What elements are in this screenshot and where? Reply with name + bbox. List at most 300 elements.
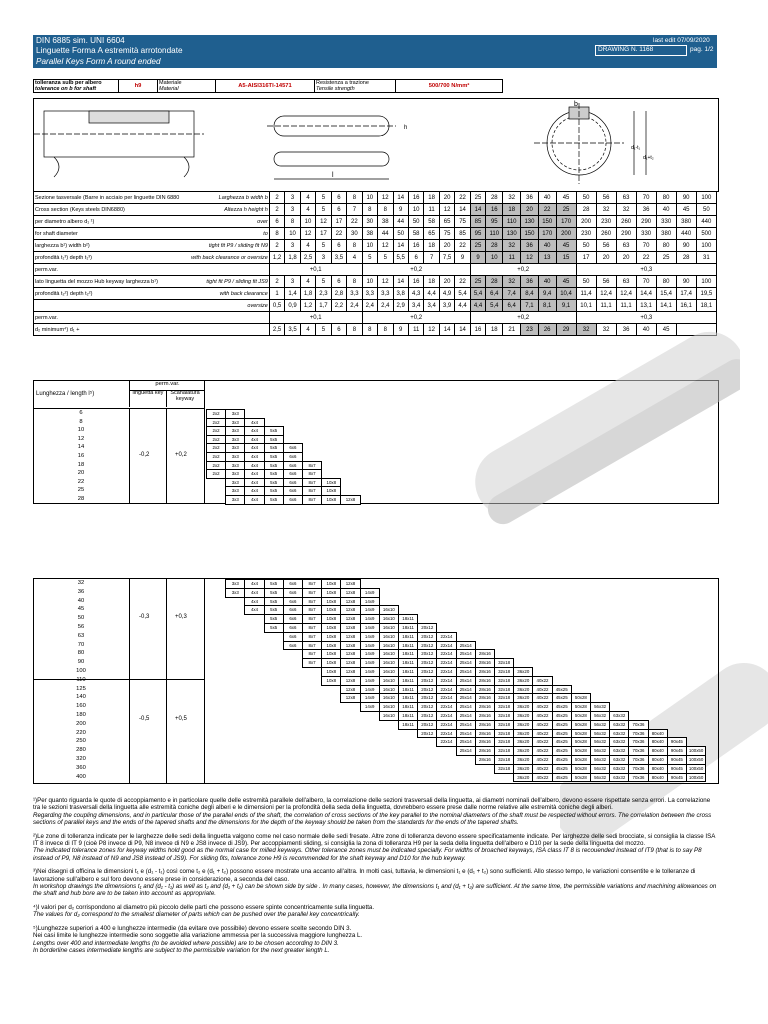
value-cell: 9 xyxy=(393,204,408,216)
length-value: 10 xyxy=(77,427,85,434)
size-cell: 22x14 xyxy=(436,729,456,739)
size-cell: 6x6 xyxy=(283,469,303,479)
top-lengths xyxy=(34,409,128,504)
size-cell: 14x9 xyxy=(360,588,380,598)
size-cell: 12x8 xyxy=(340,676,360,686)
value-cell: 7,5 xyxy=(439,252,454,264)
value-cell: 0,9 xyxy=(285,300,300,312)
size-cell: 80x40 xyxy=(648,737,668,747)
length-table-bottom: -0,3 +0,3 -0,5 +0,5 32 36 40 45 50 56 63 70 80 90 100 110 125 140 160 180 200 220 250 280 320 360 400 3x3 4x4 5x5 6x6 8x7 10x8 12x8 3x3 4x4 5x5 6x6 8x7 10x8 12x8 14x9 4x4 5x5 6x6 8x7 10x8 12x8 14x9 4x4 5x5 6x6 8x7 10x8 12x8 14x9 16x10 5x5 6x6 8x7 10x8 12x8 14x9 16x10 18x11 5x5 6x6 8x7 10x8 12x8 14x9 16x10 18x11 20x12 6x6 8x7 10x8 12x8 14x9 16x10 18x11 20x12 22x14 6x6 8x7 10x8 12x8 14x9 16x10 18x11 20x12 22x14 25x14 8x7 10x8 12x8 14x9 16x10 18x11 20x12 22x14 25x14 28x16 8x7 10x8 12x8 14x9 16x10 18x11 20x12 22x14 25x14 28x16 32x18 10x8 12x8 14x9 16x10 18x11 20x12 22x14 25x14 28x16 32x18 36x20 10x8 12x8 14x9 16x10 18x11 20x12 22x14 25x14 28x16 32x18 36x20 40x22 12x8 14x9 16x10 18x11 20x12 22x14 25x14 28x16 32x18 36x20 40x22 45x25 12x8 14x9 16x10 18x11 20x12 22x14 25x14 28x16 32x18 36x20 40x22 45x25 50x28 14x9 16x10 18x11 20x12 22x14 25x14 28x16 32x18 36x20 40x22 45x25 50x28 56x32 16x10 18x11 20x12 22x14 25x14 28x16 32x18 36x20 40x22 45x25 50x28 56x32 63x32 18x11 20x12 22x14 25x14 28x16 32x18 36x20 40x22 45x25 50x28 56x32 63x32 70x36 20x12 22x14 25x14 28x16 32x18 36x20 40x22 45x25 50x28 56x32 63x32 70x36 80x40 22x14 25x14 28x16 32x18 36x20 40x22 45x25 50x28 56x32 63x32 70x36 80x40 90x45 25x14 28x16 32x18 36x20 40x22 45x25 50x28 56x32 63x32 70x36 80x40 90x45 100x50 28x16 32x18 36x20 40x22 45x25 50x28 56x32 63x32 70x36 80x40 90x45 100x50 32x18 36x20 40x22 45x25 50x28 56x32 63x32 70x36 80x40 90x45 100x50 36x20 40x22 45x25 50x28 56x32 63x32 70x36 80x40 90x45 100x50 xyxy=(33,578,719,784)
length-value: 8 xyxy=(79,418,83,425)
size-cell: 4x4 xyxy=(244,588,264,598)
size-cell: 4x4 xyxy=(244,426,264,436)
value-cell: 12 xyxy=(316,216,331,228)
size-cell: 40x22 xyxy=(532,737,552,747)
size-cell: 45x25 xyxy=(552,711,572,721)
size-cell: 16x10 xyxy=(379,685,399,695)
size-cell: 20x12 xyxy=(417,685,437,695)
value-cell: 4,9 xyxy=(439,288,454,300)
size-cell: 16x10 xyxy=(379,711,399,721)
value-cell: 16 xyxy=(408,240,423,252)
size-cell: 45x25 xyxy=(552,702,572,712)
size-cell: 12x8 xyxy=(340,588,360,598)
value-cell: 14 xyxy=(393,192,408,204)
value-cell: 70 xyxy=(636,276,656,288)
size-cell: 63x32 xyxy=(609,773,629,783)
value-cell: 12 xyxy=(424,324,439,336)
value-cell: 260 xyxy=(616,216,636,228)
size-cell: 3x3 xyxy=(225,452,245,462)
size-cell: 63x32 xyxy=(609,729,629,739)
size-cell: 63x32 xyxy=(609,711,629,721)
value-cell: 440 xyxy=(676,228,696,240)
size-cell: 70x36 xyxy=(628,729,648,739)
size-cell: 5x5 xyxy=(264,461,284,471)
value-cell: 75 xyxy=(455,216,470,228)
size-cell: 90x45 xyxy=(667,773,687,783)
value-cell: 2 xyxy=(269,192,284,204)
key-top-view xyxy=(274,152,389,166)
size-cell: 16x10 xyxy=(379,693,399,703)
value-cell: 150 xyxy=(521,228,539,240)
value-cell: 2,5 xyxy=(300,252,315,264)
value-cell: 8 xyxy=(347,324,362,336)
size-cell: 25x14 xyxy=(456,729,476,739)
size-cell: 4x4 xyxy=(244,418,264,428)
value-cell: 40 xyxy=(636,324,656,336)
size-cell: 12x8 xyxy=(340,579,360,589)
size-cell: 20x12 xyxy=(417,667,437,677)
size-cell: 45x25 xyxy=(552,737,572,747)
value-cell: 9 xyxy=(470,252,485,264)
value-cell: 32 xyxy=(596,204,616,216)
size-cell: 10x8 xyxy=(321,495,341,505)
value-cell: 18 xyxy=(503,204,521,216)
value-cell: 8,4 xyxy=(521,288,539,300)
value-cell: 56 xyxy=(596,240,616,252)
size-cell: 70x36 xyxy=(628,720,648,730)
size-cell: 12x8 xyxy=(340,693,360,703)
size-cell: 90x45 xyxy=(667,764,687,774)
value-cell: 65 xyxy=(424,228,439,240)
size-cell: 6x6 xyxy=(283,461,303,471)
value-cell: 50 xyxy=(576,276,596,288)
size-cell: 16x10 xyxy=(379,614,399,624)
value-cell: 95 xyxy=(470,228,485,240)
value-cell: 75 xyxy=(439,228,454,240)
size-cell: 45x25 xyxy=(552,755,572,765)
value-cell: 85 xyxy=(470,216,485,228)
size-cell: 5x5 xyxy=(264,579,284,589)
value-cell: 9,1 xyxy=(556,300,576,312)
value-cell: 14,4 xyxy=(636,288,656,300)
size-cell: 14x9 xyxy=(360,649,380,659)
size-cell: 50x28 xyxy=(571,773,591,783)
value-cell: 90 xyxy=(676,192,696,204)
size-cell: 18x11 xyxy=(398,667,418,677)
value-cell: 45 xyxy=(656,324,676,336)
value-cell: 63 xyxy=(616,240,636,252)
size-cell: 22x14 xyxy=(436,632,456,642)
value-cell: 36 xyxy=(521,192,539,204)
value-cell: 56 xyxy=(596,276,616,288)
size-cell: 22x14 xyxy=(436,658,456,668)
size-cell: 40x22 xyxy=(532,773,552,783)
size-cell: 6x6 xyxy=(283,579,303,589)
size-cell: 16x10 xyxy=(379,605,399,615)
size-cell: 36x20 xyxy=(513,737,533,747)
value-cell: 2,2 xyxy=(331,300,346,312)
size-cell: 40x22 xyxy=(532,693,552,703)
size-cell: 28x16 xyxy=(475,711,495,721)
length-value: 90 xyxy=(77,659,85,666)
value-cell: 8 xyxy=(362,324,377,336)
size-cell: 10x8 xyxy=(321,478,341,488)
value-cell: 32 xyxy=(503,192,521,204)
size-cell: 5x5 xyxy=(264,443,284,453)
value-cell: 3 xyxy=(285,240,300,252)
value-cell: 32 xyxy=(616,204,636,216)
size-cell: 100x50 xyxy=(686,764,706,774)
size-cell: 25x14 xyxy=(456,676,476,686)
size-cell: 6x6 xyxy=(283,478,303,488)
size-cell: 32x18 xyxy=(494,711,514,721)
value-cell: 3 xyxy=(316,252,331,264)
size-cell: 4x4 xyxy=(244,452,264,462)
size-cell: 10x8 xyxy=(321,597,341,607)
row-width: Larghezza b width b Sezione tasversale (Barre in acciaio per linguette DIN 6880 2 3 4 5 6 8 10 12 14 16 18 20 22 25 28 32 36 40 45 50 56 63 70 80 90 100 xyxy=(34,192,717,204)
value-cell: 380 xyxy=(676,216,696,228)
value-cell: 11,4 xyxy=(576,288,596,300)
size-cell: 16x10 xyxy=(379,702,399,712)
size-cell: 32x18 xyxy=(494,729,514,739)
size-cell: 2x2 xyxy=(206,409,226,419)
size-cell: 3x3 xyxy=(225,486,245,496)
length-value: 400 xyxy=(76,773,86,780)
size-cell: 20x12 xyxy=(417,729,437,739)
value-cell: 12 xyxy=(378,192,393,204)
value-cell: 70 xyxy=(636,240,656,252)
note-5: ⁵)Lunghezze superiori a 400 e lunghezze intermedie (da evitare ove possibile) devono essere scelte secondo DIN 3. Nei casi limite le lunghezze intermedie sono soggette alla variazione ammessa per la successiva maggiore lunghezza L. Lengths over 400 and intermediate lengths (to be avoided where possible) are to be chosen according to DIN 3. In borderline cases intermediate lengths are subject to the permissible variation for the next greater length L. xyxy=(33,924,363,954)
length-value: 280 xyxy=(76,747,86,754)
value-cell: 28 xyxy=(676,252,696,264)
value-cell: 22 xyxy=(455,240,470,252)
size-cell: 14x9 xyxy=(360,702,380,712)
size-cell: 25x14 xyxy=(456,746,476,756)
value-cell: 25 xyxy=(656,252,676,264)
size-cell: 6x6 xyxy=(283,588,303,598)
value-cell: 4,4 xyxy=(424,288,439,300)
value-cell: 50 xyxy=(696,204,716,216)
note-3: ³)Nei disegni di officina le dimensioni t₁ e (d₁ - t₁) così come t₂ e (d₁ + t₂) possono essere mostrate una accanto all'altra. In molti casi, tuttavia, le dimensioni t₁ e (d₁ + t₂) sono sufficienti. Allo stesso tempo, le variazioni consentite e le tolleranze di lavorazione sull'albero e sul foro devono essere prese in considerazione, a seconda del caso. In workshop drawings the dimensions t₁ and (d₁ - t₁) as well as t₂ and (d₁ + t₂) can be shown side by side . In many cases, however, the dimensions t₁ and (d₁ + t₂) are sufficient. At the same time, the permissible variations and machining allowances on the shaft and hub bore are to be taken into account as appropriate. xyxy=(33,868,717,898)
size-cell: 80x40 xyxy=(648,764,668,774)
value-cell: 1,8 xyxy=(285,252,300,264)
length-value: 100 xyxy=(76,667,86,674)
size-cell: 25x14 xyxy=(456,693,476,703)
value-cell: 5 xyxy=(316,204,331,216)
value-cell: 6,4 xyxy=(503,300,521,312)
value-cell: 45 xyxy=(556,240,576,252)
size-cell: 2x2 xyxy=(206,435,226,445)
size-cell: 14x9 xyxy=(360,597,380,607)
value-cell: 5 xyxy=(316,240,331,252)
value-cell: 8 xyxy=(347,192,362,204)
size-cell: 18x11 xyxy=(398,614,418,624)
length-value: 56 xyxy=(77,623,85,630)
size-cell: 4x4 xyxy=(244,478,264,488)
value-cell: 4 xyxy=(300,276,315,288)
page-number: pag. 1/2 xyxy=(690,46,714,53)
size-cell: 28x16 xyxy=(475,685,495,695)
value-cell: 38 xyxy=(362,228,377,240)
value-cell: 17 xyxy=(316,228,331,240)
size-cell: 36x20 xyxy=(513,773,533,783)
value-cell: 10 xyxy=(486,252,503,264)
value-cell: 40 xyxy=(656,204,676,216)
value-cell: 8,1 xyxy=(538,300,556,312)
value-cell: 21 xyxy=(503,324,521,336)
value-cell: 6 xyxy=(269,216,284,228)
value-cell: 10 xyxy=(362,240,377,252)
value-cell: 20 xyxy=(521,204,539,216)
size-cell: 100x50 xyxy=(686,773,706,783)
value-cell: 14 xyxy=(470,204,485,216)
size-cell: 22x14 xyxy=(436,649,456,659)
value-cell: 11 xyxy=(408,324,423,336)
length-value: 25 xyxy=(77,487,85,494)
size-cell: 14x9 xyxy=(360,658,380,668)
tolerance-value: h9 xyxy=(119,80,158,93)
size-cell: 50x28 xyxy=(571,711,591,721)
size-cell: 32x18 xyxy=(494,755,514,765)
length-value: 110 xyxy=(76,676,86,683)
size-cell: 10x8 xyxy=(321,486,341,496)
size-cell: 16x10 xyxy=(379,623,399,633)
size-cell: 8x7 xyxy=(302,461,322,471)
value-cell: 28 xyxy=(576,204,596,216)
value-cell: 4 xyxy=(300,240,315,252)
value-cell: 6 xyxy=(331,324,346,336)
size-cell: 45x25 xyxy=(552,729,572,739)
value-cell: 200 xyxy=(576,216,596,228)
size-cell: 32x18 xyxy=(494,676,514,686)
size-cell: 5x5 xyxy=(264,597,284,607)
size-cell: 4x4 xyxy=(244,579,264,589)
size-cell: 22x14 xyxy=(436,711,456,721)
size-cell: 12x8 xyxy=(340,597,360,607)
value-cell: 3,5 xyxy=(285,324,300,336)
size-cell: 2x2 xyxy=(206,443,226,453)
size-cell: 8x7 xyxy=(302,486,322,496)
size-cell: 45x25 xyxy=(552,764,572,774)
size-cell: 40x22 xyxy=(532,676,552,686)
value-cell: 63 xyxy=(616,192,636,204)
value-cell: 2 xyxy=(269,276,284,288)
row-permvar-1: perm.var. +0,1 +0,2 +0,2 +0,3 xyxy=(34,264,717,276)
size-cell: 20x12 xyxy=(417,676,437,686)
size-cell: 70x36 xyxy=(628,737,648,747)
value-cell: 2,4 xyxy=(378,300,393,312)
value-cell: 5 xyxy=(316,276,331,288)
size-cell: 12x8 xyxy=(340,632,360,642)
size-cell: 8x7 xyxy=(302,614,322,624)
size-cell: 3x3 xyxy=(225,443,245,453)
size-cell: 5x5 xyxy=(264,605,284,615)
value-cell: 5,4 xyxy=(455,288,470,300)
size-cell: 14x9 xyxy=(360,667,380,677)
size-cell: 10x8 xyxy=(321,676,341,686)
value-cell: 10 xyxy=(362,276,377,288)
size-cell: 10x8 xyxy=(321,605,341,615)
size-cell: 40x22 xyxy=(532,702,552,712)
length-value: 28 xyxy=(77,495,85,502)
row-height: Altezza h height h Cross section (Keys steels DIN6880) 2 3 4 5 6 7 8 8 9 10 11 12 14 14 16 18 20 22 25 28 32 32 36 40 45 50 xyxy=(34,204,717,216)
value-cell: 50 xyxy=(576,192,596,204)
size-cell: 18x11 xyxy=(398,658,418,668)
strength-value: 500/700 N/mm² xyxy=(396,80,503,93)
value-cell: 5 xyxy=(378,252,393,264)
size-cell: 80x40 xyxy=(648,746,668,756)
value-cell: 32 xyxy=(576,324,596,336)
value-cell: 22 xyxy=(455,276,470,288)
size-cell: 3x3 xyxy=(225,478,245,488)
size-cell: 63x32 xyxy=(609,746,629,756)
size-cell: 28x16 xyxy=(475,746,495,756)
value-cell: 1,7 xyxy=(316,300,331,312)
size-cell: 25x14 xyxy=(456,685,476,695)
value-cell: 20 xyxy=(616,252,636,264)
value-cell: 58 xyxy=(424,216,439,228)
value-cell: 6 xyxy=(408,252,423,264)
size-cell: 6x6 xyxy=(283,486,303,496)
size-cell: 22x14 xyxy=(436,685,456,695)
size-cell: 45x25 xyxy=(552,773,572,783)
size-cell: 16x10 xyxy=(379,632,399,642)
size-cell: 25x14 xyxy=(456,720,476,730)
size-cell: 4x4 xyxy=(244,486,264,496)
size-cell: 40x22 xyxy=(532,685,552,695)
value-cell: 8 xyxy=(347,276,362,288)
size-cell: 50x28 xyxy=(571,729,591,739)
value-cell: 56 xyxy=(596,192,616,204)
size-cell: 5x5 xyxy=(264,426,284,436)
value-cell: 3,3 xyxy=(362,288,377,300)
size-cell: 36x20 xyxy=(513,764,533,774)
value-cell: 45 xyxy=(676,204,696,216)
value-cell: 50 xyxy=(408,216,423,228)
value-cell: 8 xyxy=(269,228,284,240)
value-cell: 100 xyxy=(696,240,716,252)
value-cell: 8 xyxy=(362,204,377,216)
size-cell: 8x7 xyxy=(302,649,322,659)
size-cell: 63x32 xyxy=(609,755,629,765)
value-cell: 7 xyxy=(424,252,439,264)
length-value: 140 xyxy=(76,694,86,701)
value-cell: 12,4 xyxy=(616,288,636,300)
size-cell: 4x4 xyxy=(244,605,264,615)
svg-text:b: b xyxy=(574,101,578,108)
value-cell: 90 xyxy=(676,240,696,252)
size-cell: 32x18 xyxy=(494,746,514,756)
note-1: ¹)Per quanto riguarda le quote di accoppiamento e in particolare quelle delle estremità parallele dell'albero, la correlazione delle sezioni trasversali della linguetta, ai diametri nominali dell'albero, devono essere rispettate senza errori. La correlazione tra le sezioni trasversali della linguetta alle estremità coniche degli alberi e le dimensioni per la profondità della seda della linguetta, dovrebbero essere prese dalle norme relative alle estremità coniche degli alberi. Regarding the coupling dimensions, and in particular those of the parallel ends of the shaft, the correlation of cross sections of the key parallel to the nominal diameters of the shaft must be respected without errors. The correlation between the cross sections of parallel keys and the ends of the tapered shafts and the dimensions for the depth of the keyway should be taken from the standards for the ends of the tapered shafts. xyxy=(33,797,712,827)
value-cell: 1,2 xyxy=(300,300,315,312)
value-cell: 6 xyxy=(331,276,346,288)
length-value: 50 xyxy=(77,615,85,622)
size-cell: 14x9 xyxy=(360,614,380,624)
value-cell: 7,4 xyxy=(503,288,521,300)
size-cell: 36x20 xyxy=(513,720,533,730)
material-value: A5-AISI316TI-14571 xyxy=(216,80,315,93)
size-cell: 18x11 xyxy=(398,711,418,721)
size-cell: 28x16 xyxy=(475,693,495,703)
size-cell: 36x20 xyxy=(513,729,533,739)
value-cell: 110 xyxy=(503,216,521,228)
value-cell: 30 xyxy=(347,228,362,240)
row-d2: d₂ minimum⁴) d₁ + 2,5 3,5 4 5 6 8 8 8 9 11 12 14 14 16 18 21 23 26 29 32 32 36 40 45 xyxy=(34,324,717,336)
size-cell: 4x4 xyxy=(244,443,264,453)
length-value: 20 xyxy=(77,470,85,477)
value-cell: 10 xyxy=(300,216,315,228)
size-cell: 3x3 xyxy=(225,426,245,436)
size-cell: 100x50 xyxy=(686,755,706,765)
document-header xyxy=(33,35,717,68)
value-cell: 32 xyxy=(596,324,616,336)
size-cell: 40x22 xyxy=(532,755,552,765)
size-cell: 20x12 xyxy=(417,711,437,721)
size-cell: 5x5 xyxy=(264,469,284,479)
size-cell: 3x3 xyxy=(225,435,245,445)
size-cell: 50x28 xyxy=(571,702,591,712)
size-cell: 6x6 xyxy=(283,452,303,462)
size-cell: 56x32 xyxy=(590,773,610,783)
size-cell: 18x11 xyxy=(398,632,418,642)
value-cell: 8 xyxy=(378,324,393,336)
value-cell: 4 xyxy=(300,204,315,216)
size-cell: 4x4 xyxy=(244,469,264,479)
value-cell: 16,1 xyxy=(676,300,696,312)
value-cell: 95 xyxy=(486,216,503,228)
value-cell: 6,4 xyxy=(486,288,503,300)
value-cell: 200 xyxy=(556,228,576,240)
value-cell: 11,1 xyxy=(616,300,636,312)
size-cell: 22x14 xyxy=(436,641,456,651)
value-cell: 11 xyxy=(503,252,521,264)
size-cell: 28x16 xyxy=(475,729,495,739)
value-cell: 8 xyxy=(347,240,362,252)
size-cell: 32x18 xyxy=(494,693,514,703)
size-cell: 18x11 xyxy=(398,693,418,703)
size-cell: 8x7 xyxy=(302,641,322,651)
value-cell: 28 xyxy=(486,276,503,288)
size-cell: 56x32 xyxy=(590,729,610,739)
size-cell: 45x25 xyxy=(552,685,572,695)
value-cell: 5,5 xyxy=(393,252,408,264)
size-cell: 16x10 xyxy=(379,667,399,677)
size-cell: 8x7 xyxy=(302,632,322,642)
length-value: 125 xyxy=(76,685,86,692)
value-cell: 22 xyxy=(636,252,656,264)
size-cell: 8x7 xyxy=(302,469,322,479)
value-cell: 16 xyxy=(470,324,485,336)
size-cell: 4x4 xyxy=(244,495,264,505)
size-cell: 18x11 xyxy=(398,623,418,633)
value-cell: 10,4 xyxy=(556,288,576,300)
value-cell: 70 xyxy=(636,192,656,204)
value-cell: 25 xyxy=(470,276,485,288)
size-cell: 36x20 xyxy=(513,702,533,712)
value-cell: 330 xyxy=(636,228,656,240)
size-cell: 6x6 xyxy=(283,641,303,651)
